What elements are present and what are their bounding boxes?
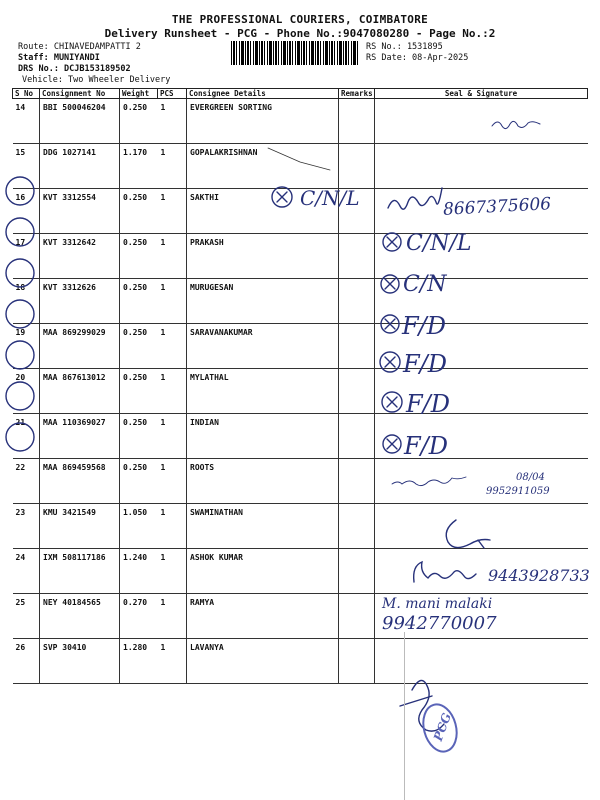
cell-sno: 14 <box>13 99 40 144</box>
cell-remarks <box>339 144 375 189</box>
cell-consignee: GOPALAKRISHNAN <box>187 144 339 189</box>
cell-consignment: MAA 869299029 <box>40 324 120 369</box>
cell-weight: 1.240 <box>120 549 158 594</box>
col-weight: Weight <box>120 89 158 99</box>
handwritten-phone-row25: 9443928733 <box>488 566 590 585</box>
cell-consignee: PRAKASH <box>187 234 339 279</box>
cell-consignment: KVT 3312554 <box>40 189 120 234</box>
table-row <box>13 414 588 459</box>
table-row <box>13 594 588 639</box>
cell-consignee: MURUGESAN <box>187 279 339 324</box>
cell-signature <box>375 504 588 549</box>
rs-date: RS Date: 08-Apr-2025 <box>366 53 469 63</box>
table-row <box>13 234 588 279</box>
cell-sno: 22 <box>13 459 40 504</box>
table-row <box>13 144 588 189</box>
handwritten-name-row26: M. mani malaki <box>382 596 493 612</box>
barcode <box>231 41 359 65</box>
cell-consignee: SARAVANAKUMAR <box>187 324 339 369</box>
cell-pcs: 1 <box>158 594 187 639</box>
cell-weight: 0.250 <box>120 459 158 504</box>
handwritten-phone-row16: 8667375606 <box>442 194 552 220</box>
cell-signature <box>375 459 588 504</box>
runsheet-subtitle: Delivery Runsheet - PCG - Phone No.:9047080280 - Page No.:2 <box>104 27 496 40</box>
cell-pcs: 1 <box>158 369 187 414</box>
col-seal-signature: Seal & Signature <box>375 89 588 99</box>
cell-pcs: 1 <box>158 414 187 459</box>
cell-consignment: BBI 500046204 <box>40 99 120 144</box>
cell-pcs: 1 <box>158 234 187 279</box>
cell-remarks <box>339 414 375 459</box>
cell-weight: 1.170 <box>120 144 158 189</box>
staff-label: Staff: MUNIYANDI <box>18 53 100 63</box>
table-header-row <box>13 89 588 99</box>
cell-weight: 0.250 <box>120 324 158 369</box>
handwritten-code-row17: C/N/L <box>406 231 472 256</box>
cell-pcs: 1 <box>158 189 187 234</box>
company-title: THE PROFESSIONAL COURIERS, COIMBATORE <box>171 13 429 26</box>
cell-remarks <box>339 369 375 414</box>
cell-consignment: NEY 40184565 <box>40 594 120 639</box>
cell-weight: 0.250 <box>120 234 158 279</box>
handwritten-code-row16: C/N/L <box>300 186 360 210</box>
col-consignment: Consignment No <box>40 89 120 99</box>
cell-consignment: SVP 30410 <box>40 639 120 684</box>
handwritten-code-row18: C/N <box>403 272 447 297</box>
cell-consignee: SAKTHI <box>187 189 339 234</box>
cell-remarks <box>339 549 375 594</box>
cell-signature <box>375 639 588 684</box>
cell-sno: 24 <box>13 549 40 594</box>
cell-remarks <box>339 594 375 639</box>
cell-consignment: DDG 1027141 <box>40 144 120 189</box>
cell-sno: 18 <box>13 279 40 324</box>
route-label: Route: CHINAVEDAMPATTI 2 <box>18 42 141 52</box>
cell-consignment: MAA 867613012 <box>40 369 120 414</box>
cell-consignment: KVT 3312626 <box>40 279 120 324</box>
cell-remarks <box>339 639 375 684</box>
cell-weight: 0.250 <box>120 414 158 459</box>
table-row <box>13 369 588 414</box>
col-pcs: PCS <box>158 89 187 99</box>
cell-sno: 26 <box>13 639 40 684</box>
cell-remarks <box>339 459 375 504</box>
handwritten-phone-row26: 9942770007 <box>382 613 497 634</box>
cell-sno: 23 <box>13 504 40 549</box>
handwritten-code-row22: F/D <box>404 432 448 460</box>
cell-weight: 1.280 <box>120 639 158 684</box>
cell-consignment: MAA 869459568 <box>40 459 120 504</box>
cell-remarks <box>339 99 375 144</box>
cell-pcs: 1 <box>158 324 187 369</box>
table-row <box>13 99 588 144</box>
cell-pcs: 1 <box>158 279 187 324</box>
cell-pcs: 1 <box>158 459 187 504</box>
cell-weight: 0.270 <box>120 594 158 639</box>
cell-sno: 17 <box>13 234 40 279</box>
cell-remarks <box>339 504 375 549</box>
stamp-text: PCG <box>430 711 454 743</box>
cell-weight: 0.250 <box>120 99 158 144</box>
cell-pcs: 1 <box>158 504 187 549</box>
runsheet-table <box>12 88 588 684</box>
cell-weight: 0.250 <box>120 189 158 234</box>
handwritten-code-row19: F/D <box>402 312 446 340</box>
handwritten-date-row23: 08/04 <box>516 472 545 483</box>
cell-sno: 19 <box>13 324 40 369</box>
handwritten-code-row21: F/D <box>406 390 450 418</box>
table-row <box>13 279 588 324</box>
cell-weight: 1.050 <box>120 504 158 549</box>
col-sno: S No <box>13 89 40 99</box>
cell-remarks <box>339 279 375 324</box>
drs-number: DRS No.: DCJB153189502 <box>18 64 131 74</box>
handwritten-phone-row23: 9952911059 <box>486 486 550 497</box>
cell-sno: 21 <box>13 414 40 459</box>
cell-consignee: INDIAN <box>187 414 339 459</box>
table-row <box>13 324 588 369</box>
cell-consignee: RAMYA <box>187 594 339 639</box>
cell-weight: 0.250 <box>120 279 158 324</box>
cell-consignment: MAA 110369027 <box>40 414 120 459</box>
rs-number: RS No.: 1531895 <box>366 42 443 52</box>
col-consignee: Consignee Details <box>187 89 339 99</box>
fold-crease <box>404 632 405 800</box>
cell-sno: 15 <box>13 144 40 189</box>
cell-consignee: SWAMINATHAN <box>187 504 339 549</box>
cell-consignee: EVERGREEN SORTING <box>187 99 339 144</box>
cell-consignment: KMU 3421549 <box>40 504 120 549</box>
cell-pcs: 1 <box>158 99 187 144</box>
cell-consignee: ASHOK KUMAR <box>187 549 339 594</box>
vehicle-label: Vehicle: Two Wheeler Delivery <box>22 75 171 85</box>
cell-consignee: LAVANYA <box>187 639 339 684</box>
cell-pcs: 1 <box>158 639 187 684</box>
cell-remarks <box>339 324 375 369</box>
col-remarks: Remarks <box>339 89 375 99</box>
cell-consignee: MYLATHAL <box>187 369 339 414</box>
cell-consignment: KVT 3312642 <box>40 234 120 279</box>
cell-weight: 0.250 <box>120 369 158 414</box>
cell-consignee: ROOTS <box>187 459 339 504</box>
table-row <box>13 639 588 684</box>
cell-signature <box>375 144 588 189</box>
cell-sno: 20 <box>13 369 40 414</box>
cell-remarks <box>339 234 375 279</box>
table-row <box>13 504 588 549</box>
cell-sno: 16 <box>13 189 40 234</box>
cell-consignment: IXM 508117186 <box>40 549 120 594</box>
cell-sno: 25 <box>13 594 40 639</box>
handwritten-code-row20: F/D <box>403 350 447 378</box>
cell-signature <box>375 99 588 144</box>
cell-pcs: 1 <box>158 549 187 594</box>
cell-pcs: 1 <box>158 144 187 189</box>
